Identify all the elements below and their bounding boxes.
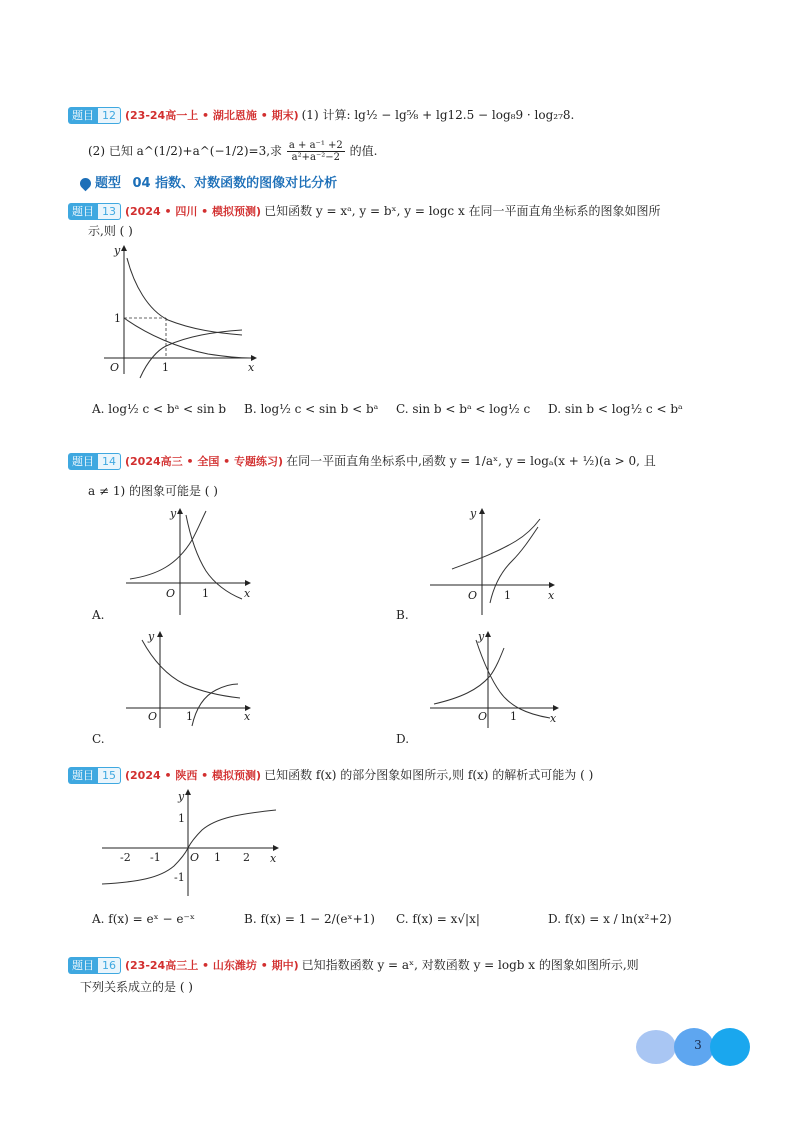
section-header [80, 174, 337, 193]
x-label: x [248, 361, 255, 374]
q14-source: (2024高三 • 全国 • 专题练习) [125, 455, 284, 468]
q16-tag [68, 957, 121, 974]
q12-source: (23-24高一上 • 湖北恩施 • 期末) [125, 109, 299, 122]
curve-exp [452, 519, 540, 569]
page-number-badge [636, 1028, 752, 1066]
y-label: y [114, 244, 121, 257]
q13-graph [98, 240, 268, 380]
q13-option-a[interactable]: A. log½ c < bᵃ < sin b [92, 402, 227, 416]
tag-label: 题目 [68, 107, 98, 124]
origin-label: O [148, 710, 158, 723]
y-label: y [170, 507, 177, 520]
curve-log [192, 684, 238, 726]
section-label: 题型 [95, 176, 122, 191]
q12-part1-expression: lg½ − lg⅝ + lg12.5 − log₈9 · log₂₇8. [354, 108, 575, 122]
question-number: 14 [98, 453, 121, 470]
x-tick-2: 2 [243, 851, 250, 864]
q14-option-c[interactable]: C. [92, 732, 105, 746]
q12-part1-prefix: (1) 计算: [301, 108, 351, 122]
q14-stem: 在同一平面直角坐标系中,函数 y = 1/aˣ, y = logₐ(x + ½)(a > 0, 且 [286, 454, 656, 468]
q15-option-c[interactable]: C. f(x) = x√|x| [396, 912, 480, 926]
x-label: x [244, 587, 251, 600]
x-tick-1: 1 [214, 851, 221, 864]
badge-circle-right [710, 1028, 750, 1066]
curve-log [490, 527, 538, 603]
x-tick-1: 1 [202, 587, 209, 600]
q13-stem: 已知函数 y = xᵃ, y = bˣ, y = logc x 在同一平面直角坐标系的图象如图所 [264, 204, 661, 218]
q14-option-a[interactable]: A. [92, 608, 105, 622]
section-title: 04 指数、对数函数的图像对比分析 [132, 176, 338, 191]
curve-exp [142, 640, 240, 698]
q15-line1 [68, 766, 593, 785]
tag-label: 题目 [68, 767, 98, 784]
q15-source: (2024 • 陕西 • 模拟预测) [125, 769, 262, 782]
location-pin-icon [78, 176, 94, 192]
y-tick-1: 1 [178, 812, 185, 825]
curve-exp [130, 511, 206, 579]
q12-part2-suffix: 的值. [349, 144, 378, 158]
q13-option-b[interactable]: B. log½ c < sin b < bᵃ [244, 402, 379, 416]
curve-log [140, 330, 242, 378]
q16-source: (23-24高三上 • 山东潍坊 • 期中) [125, 959, 299, 972]
question-number: 13 [98, 203, 121, 220]
y-tick-neg1: -1 [174, 871, 185, 884]
curve-log [186, 515, 242, 599]
q14-graph-d [426, 628, 566, 728]
q13-option-c[interactable]: C. sin b < bᵃ < log½ c [396, 402, 531, 416]
y-label: y [478, 630, 485, 643]
q14-tag [68, 453, 121, 470]
q15-option-b[interactable]: B. f(x) = 1 − 2/(eˣ+1) [244, 912, 375, 926]
q12-tag [68, 107, 121, 124]
q14-graph-a [122, 505, 257, 615]
x-label: x [244, 710, 251, 723]
question-number: 12 [98, 107, 121, 124]
x-label: x [270, 852, 277, 865]
curve-exponential [124, 318, 250, 358]
badge-circle-left [636, 1030, 676, 1064]
tag-label: 题目 [68, 453, 98, 470]
question-number: 16 [98, 957, 121, 974]
q13-option-d[interactable]: D. sin b < log½ c < bᵃ [548, 402, 683, 416]
q15-tag [68, 767, 121, 784]
q13-tag [68, 203, 121, 220]
q14-option-d[interactable]: D. [396, 732, 410, 746]
curve-exp [434, 648, 504, 704]
x-tick-1: 1 [162, 361, 169, 374]
q16-stem: 已知指数函数 y = aˣ, 对数函数 y = logb x 的图象如图所示,则 [301, 958, 639, 972]
x-label: x [548, 589, 555, 602]
page-number: 3 [694, 1038, 702, 1052]
x-tick-neg1: -1 [150, 851, 161, 864]
q15-option-a[interactable]: A. f(x) = eˣ − e⁻ˣ [92, 912, 195, 926]
curve-power [127, 258, 242, 335]
x-tick-neg2: -2 [120, 851, 131, 864]
y-label: y [148, 630, 155, 643]
q12-line2 [88, 140, 377, 163]
tag-label: 题目 [68, 957, 98, 974]
origin-label: O [166, 587, 176, 600]
q12-line1 [68, 106, 574, 125]
curve-f [102, 810, 276, 884]
q14-stem-continued: a ≠ 1) 的图象可能是 ( ) [88, 484, 218, 498]
fraction-numerator: a + a⁻¹ +2 [288, 140, 343, 151]
q12-fraction [287, 140, 345, 163]
q16-line1 [68, 956, 639, 975]
tag-label: 题目 [68, 203, 98, 220]
q14-option-b[interactable]: B. [396, 608, 409, 622]
x-label: x [550, 712, 557, 725]
q12-part2-condition: a^(1/2)+a^(−1/2)=3,求 [136, 144, 283, 158]
origin-label: O [478, 710, 488, 723]
q14-line1 [68, 452, 656, 471]
q15-graph [98, 786, 284, 896]
origin-label: O [468, 589, 478, 602]
q13-line1 [68, 202, 661, 221]
origin-label: O [110, 361, 120, 374]
q13-stem-continued: 示,则 ( ) [88, 224, 133, 238]
y-label: y [470, 507, 477, 520]
x-tick-1: 1 [504, 589, 511, 602]
q16-stem-continued: 下列关系成立的是 ( ) [80, 980, 193, 994]
origin-label: O [190, 851, 200, 864]
q12-part2-prefix: (2) 已知 [88, 144, 133, 158]
question-number: 15 [98, 767, 121, 784]
q13-source: (2024 • 四川 • 模拟预测) [125, 205, 262, 218]
q15-option-d[interactable]: D. f(x) = x / ln(x²+2) [548, 912, 672, 926]
q14-graph-b [426, 505, 561, 615]
fraction-denominator: a²+a⁻²−2 [291, 152, 340, 163]
y-tick-1: 1 [114, 312, 121, 325]
y-label: y [178, 790, 185, 803]
q14-graph-c [122, 628, 257, 728]
q15-stem: 已知函数 f(x) 的部分图象如图所示,则 f(x) 的解析式可能为 ( ) [264, 768, 594, 782]
x-tick-1: 1 [510, 710, 517, 723]
x-tick-1: 1 [186, 710, 193, 723]
